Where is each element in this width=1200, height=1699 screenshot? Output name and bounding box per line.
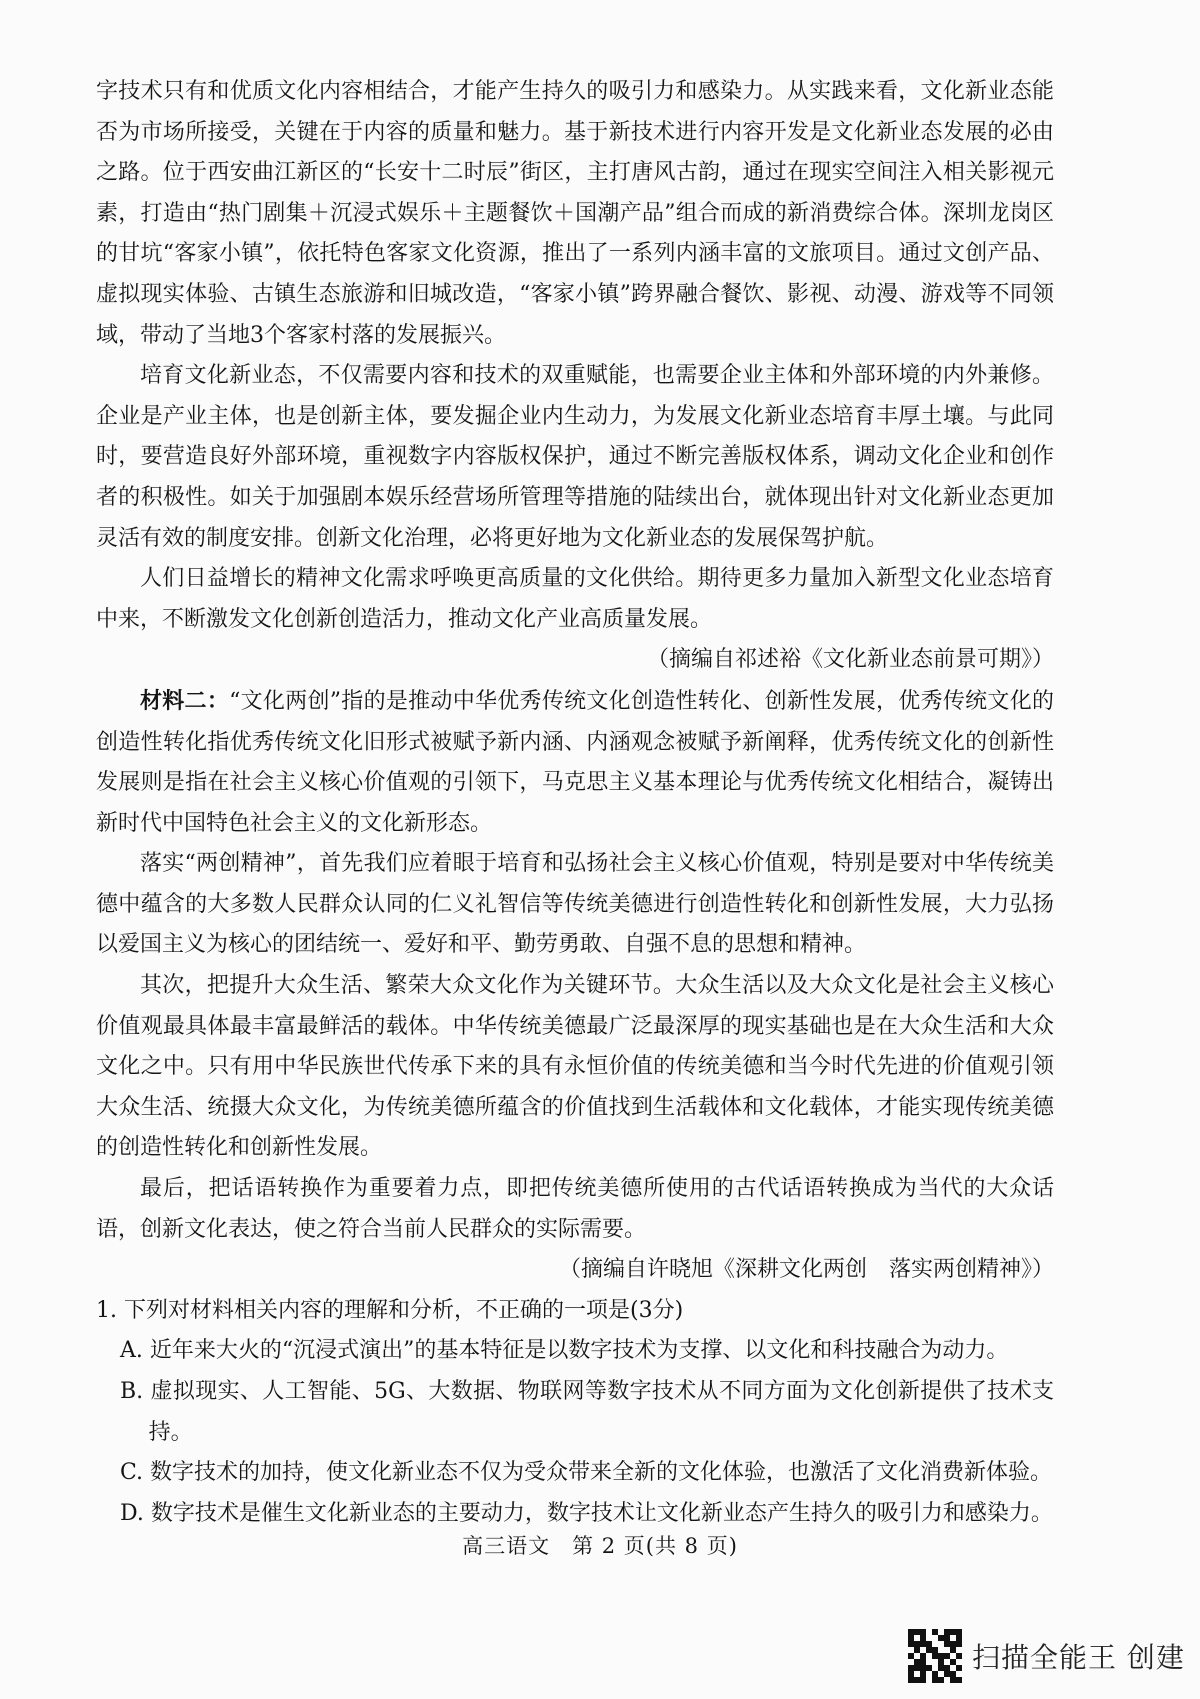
option-c: C. 数字技术的加持，使文化新业态不仅为受众带来全新的文化体验，也激活了文化消费新体验。 <box>120 1460 1053 1486</box>
page-footer: 高三语文 第 2 页(共 8 页) <box>462 1534 738 1558</box>
paragraph: 培育文化新业态，不仅需要内容和技术的双重赋能，也需要企业主体和外部环境的内外兼修。企业是产业主体，也是创新主体，要发掘企业内生动力，为发展文化新业态培育丰厚土壤。与此同时，要营造良好外部环境，重视数字内容版权保护，通过不断完善版权体系，调动文化企业和创作者的积极性。如关于加强剧本娱乐经营场所管理等措施的陆续出台，就体现出针对文化新业态更加灵活有效的制度安排。创新文化治理，必将更好地为文化新业态的发展保驾护航。 <box>96 363 1054 551</box>
question-options <box>96 1331 1054 1534</box>
question-stem: 1. 下列对材料相关内容的理解和分析，不正确的一项是(3分) <box>96 1297 684 1323</box>
paragraph: 落实“两创精神”，首先我们应着眼于培育和弘扬社会主义核心价值观，特别是要对中华传统美德中蕴含的大多数人民群众认同的仁义礼智信等传统美德进行创造性转化和创新性发展，大力弘扬以爱国主义为核心的团结统一、爱好和平、勤劳勇敢、自强不息的思想和精神。 <box>96 851 1054 958</box>
paragraph: 最后，把话语转换作为重要着力点，即把传统美德所使用的古代话语转换成为当代的大众话语，创新文化表达，使之符合当前人民群众的实际需要。 <box>96 1176 1054 1242</box>
material-two-paragraph <box>96 681 1054 844</box>
paragraph: 人们日益增长的精神文化需求呼唤更高质量的文化供给。期待更多力量加入新型文化业态培育中来，不断激发文化创新创造活力，推动文化产业高质量发展。 <box>96 566 1054 632</box>
option-b: B. 虚拟现实、人工智能、5G、大数据、物联网等数字技术从不同方面为文化创新提供了技术支持。 <box>120 1379 1054 1445</box>
scanner-watermark-text: 扫描全能王 创建 <box>972 1641 1185 1674</box>
paragraph: 其次，把提升大众生活、繁荣大众文化作为关键环节。大众生活以及大众文化是社会主义核心价值观最具体最丰富最鲜活的载体。中华传统美德最广泛最深厚的现实基础也是在大众生活和大众文化之中。只有用中华民族世代传承下来的具有永恒价值的传统美德和当今时代先进的价值观引领大众生活、统摄大众文化，为传统美德所蕴含的价值找到生活载体和文化载体，才能实现传统美德的创造性转化和创新性发展。 <box>96 973 1054 1161</box>
source-citation: （摘编自祁述裕《文化新业态前景可期》） <box>646 647 1054 673</box>
qr-code-icon <box>908 1629 962 1683</box>
option-a: A. 近年来大火的“沉浸式演出”的基本特征是以数字技术为支撑、以文化和科技融合为动力。 <box>120 1338 1009 1364</box>
material-text: “文化两创”指的是推动中华优秀传统文化创造性转化、创新性发展，优秀传统文化的创造性转化指优秀传统文化旧形式被赋予新内涵、内涵观念被赋予新阐释，优秀传统文化的创新性发展则是指在社会主义核心价值观的引领下，马克思主义基本理论与优秀传统文化相结合，凝铸出新时代中国特色社会主义的文化新形态。 <box>96 688 1054 836</box>
material-label: 材料二： <box>140 687 230 714</box>
scanner-watermark <box>908 1628 1185 1684</box>
page-content <box>96 72 1054 1534</box>
source-citation: （摘编自许晓旭《深耕文化两创 落实两创精神》） <box>558 1257 1054 1283</box>
option-d: D. 数字技术是催生文化新业态的主要动力，数字技术让文化新业态产生持久的吸引力和感染力。 <box>120 1500 1053 1526</box>
paragraph-continued: 字技术只有和优质文化内容相结合，才能产生持久的吸引力和感染力。从实践来看，文化新业态能否为市场所接受，关键在于内容的质量和魅力。基于新技术进行内容开发是文化新业态发展的必由之路。位于西安曲江新区的“长安十二时辰”街区，主打唐风古韵，通过在现实空间注入相关影视元素，打造由“热门剧集＋沉浸式娱乐＋主题餐饮＋国潮产品”组合而成的新消费综合体。深圳龙岗区的甘坑“客家小镇”，依托特色客家文化资源，推出了一系列内涵丰富的文旅项目。通过文创产品、虚拟现实体验、古镇生态旅游和旧城改造，“客家小镇”跨界融合餐饮、影视、动漫、游戏等不同领域，带动了当地3个客家村落的发展振兴。 <box>96 79 1054 348</box>
